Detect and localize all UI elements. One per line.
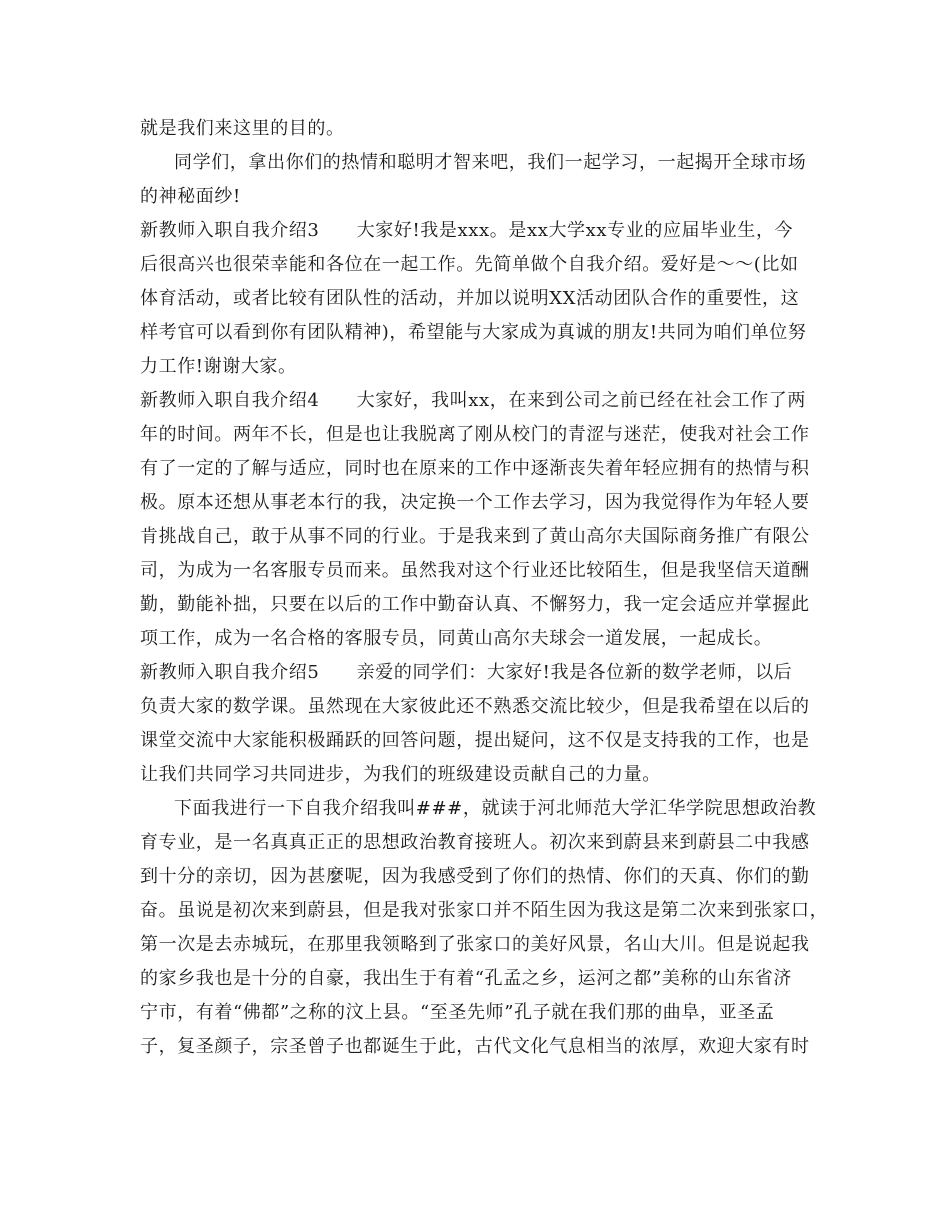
text-line: 新教师入职自我介绍5 亲爱的同学们：大家好!我是各位新的数学老师，以后 <box>140 662 793 683</box>
text-line: 课堂交流中大家能积极踊跃的回答问题，提出疑问，这不仅是支持我的工作，也是 <box>140 730 810 751</box>
text-line: 样考官可以看到你有团队精神)，希望能与大家成为真诚的朋友!共同为咱们单位努 <box>140 322 807 343</box>
text-line: 下面我进行一下自我介绍我叫###，就读于河北师范大学汇华学院思想政治教 <box>174 798 817 819</box>
text-line: 力工作!谢谢大家。 <box>140 356 297 377</box>
text-line: 肯挑战自己，敢于从事不同的行业。于是我来到了黄山高尔夫国际商务推广有限公 <box>140 526 810 547</box>
text-line: 极。原本还想从事老本行的我，决定换一个工作去学习，因为我觉得作为年轻人要 <box>140 492 810 513</box>
text-line: 第一次是去赤城玩，在那里我领略到了张家口的美好风景，名山大川。但是说起我 <box>140 934 810 955</box>
text-line: 奋。虽说是初次来到蔚县，但是我对张家口并不陌生因为我这是第二次来到张家口， <box>140 900 829 921</box>
text-line: 年的时间。两年不长，但是也让我脱离了刚从校门的青涩与迷茫，使我对社会工作 <box>140 424 810 445</box>
text-line: 子，复圣颜子，宗圣曾子也都诞生于此，古代文化气息相当的浓厚，欢迎大家有时 <box>140 1036 810 1057</box>
text-line: 体育活动，或者比较有团队性的活动，并加以说明XX活动团队合作的重要性，这 <box>140 288 800 309</box>
text-line: 同学们，拿出你们的热情和聪明才智来吧，我们一起学习，一起揭开全球市场 <box>174 152 807 173</box>
text-line: 后很高兴也很荣幸能和各位在一起工作。先简单做个自我介绍。爱好是～～(比如 <box>140 254 799 275</box>
text-line: 就是我们来这里的目的。 <box>140 118 345 139</box>
text-line: 有了一定的了解与适应，同时也在原来的工作中逐渐丧失着年轻应拥有的热情与积 <box>140 458 810 479</box>
text-line: 的神秘面纱! <box>140 186 241 207</box>
text-line: 到十分的亲切，因为甚麼呢，因为我感受到了你们的热情、你们的天真、你们的勤 <box>140 866 810 887</box>
document-body <box>140 112 829 1064</box>
text-line: 新教师入职自我介绍3 大家好!我是xxx。是xx大学xx专业的应届毕业生，今 <box>140 220 794 241</box>
text-line: 让我们共同学习共同进步，为我们的班级建设贡献自己的力量。 <box>140 764 661 785</box>
text-line: 育专业，是一名真真正正的思想政治教育接班人。初次来到蔚县来到蔚县二中我感 <box>140 832 810 853</box>
text-line: 宁市，有着“佛都”之称的汶上县。“至圣先师”孔子就在我们那的曲阜，亚圣孟 <box>140 1002 775 1023</box>
text-line: 新教师入职自我介绍4 大家好，我叫xx，在来到公司之前已经在社会工作了两 <box>140 390 806 411</box>
text-line: 负责大家的数学课。虽然现在大家彼此还不熟悉交流比较少，但是我希望在以后的 <box>140 696 810 717</box>
text-line: 勤，勤能补拙，只要在以后的工作中勤奋认真、不懈努力，我一定会适应并掌握此 <box>140 594 810 615</box>
text-line: 项工作，成为一名合格的客服专员，同黄山高尔夫球会一道发展，一起成长。 <box>140 628 773 649</box>
text-line: 的家乡我也是十分的自豪，我出生于有着“孔孟之乡，运河之都”美称的山东省济 <box>140 968 793 989</box>
text-line: 司，为成为一名客服专员而来。虽然我对这个行业还比较陌生，但是我坚信天道酬 <box>140 560 810 581</box>
